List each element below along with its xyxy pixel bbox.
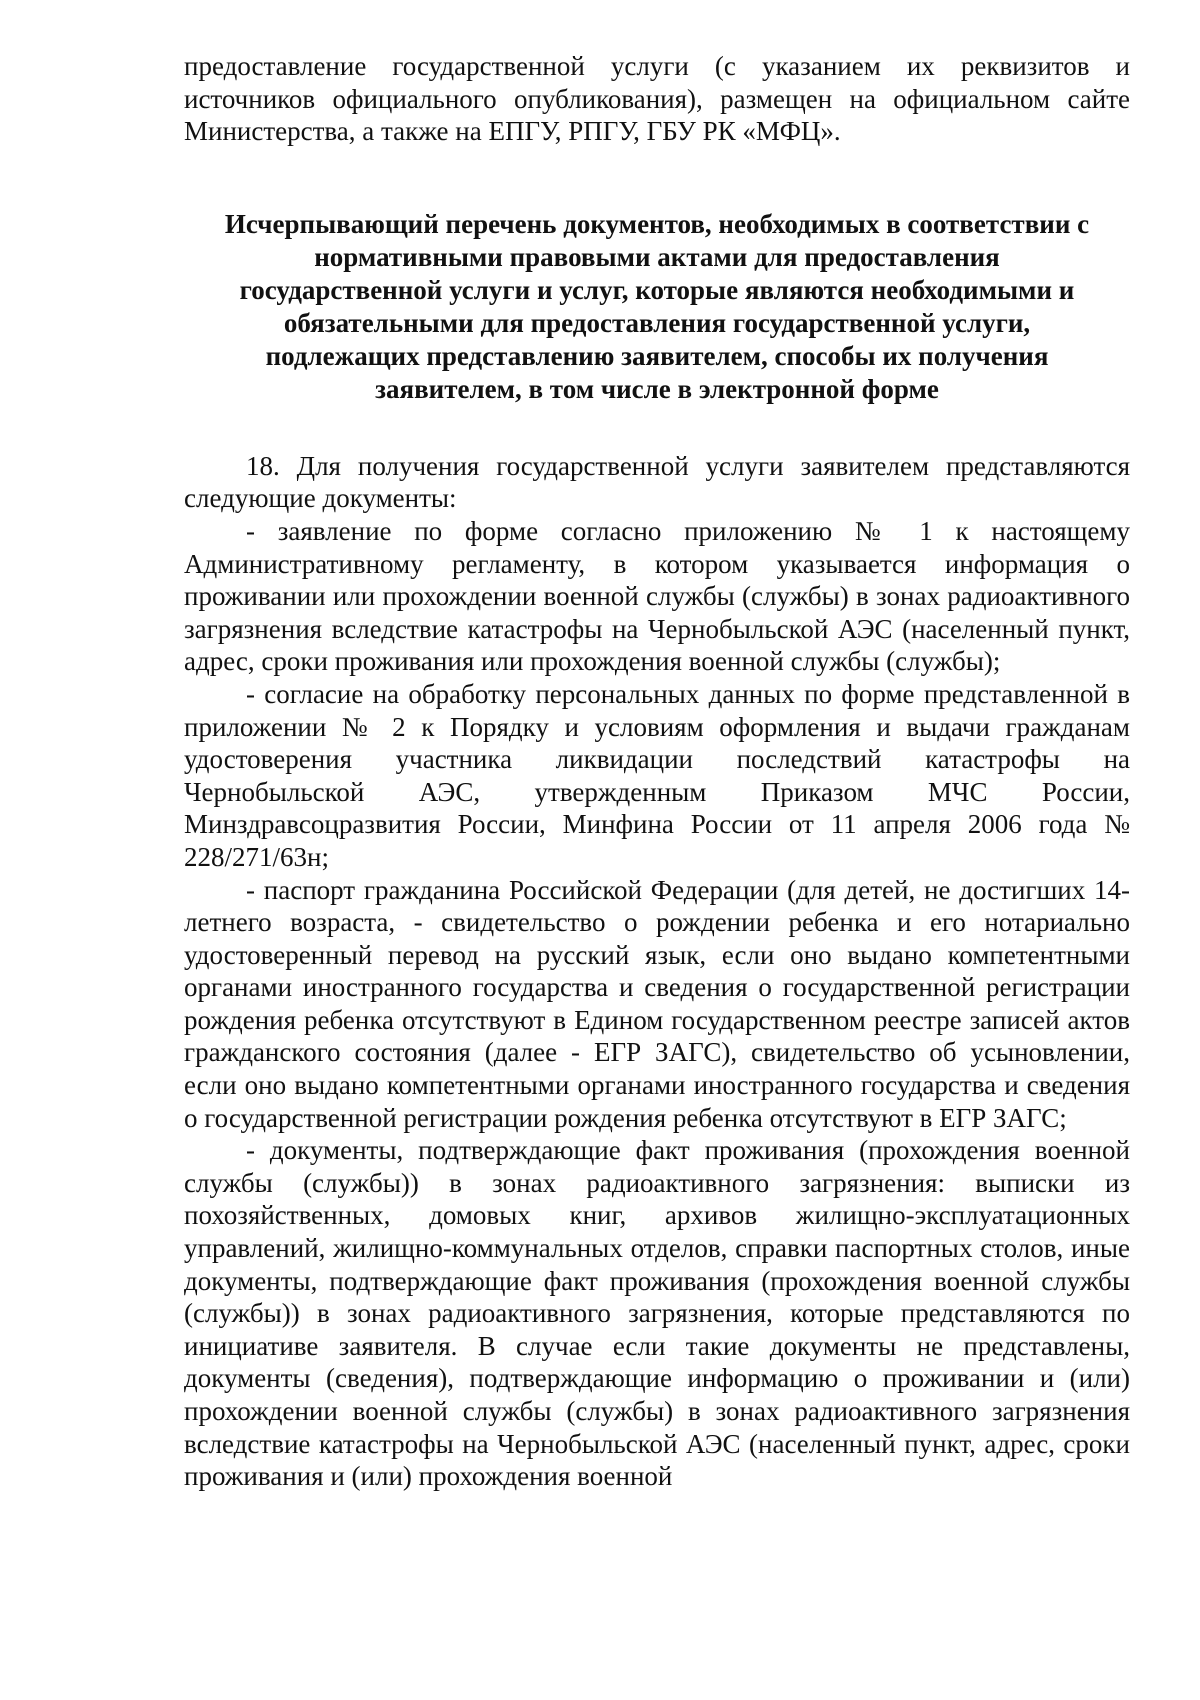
heading-line: обязательными для предоставления государственной услуги, bbox=[283, 307, 1031, 338]
heading-line: подлежащих представлению заявителем, способы их получения bbox=[265, 340, 1049, 371]
heading-line: Исчерпывающий перечень документов, необходимых в соответствии с bbox=[224, 208, 1090, 239]
intro-paragraph: предоставление государственной услуги (с указанием их реквизитов и источников официального опубликования), размещен на официальном сайте Министерства, а также на ЕПГУ, РПГУ, ГБУ РК «МФЦ». bbox=[184, 51, 1130, 147]
paragraph-18: 18. Для получения государственной услуги заявителем представляются следующие документы: bbox=[184, 450, 1130, 514]
heading-line: заявителем, в том числе в электронной форме bbox=[375, 373, 939, 404]
list-item-consent: - согласие на обработку персональных данных по форме представленной в приложении № 2 к Порядку и условиям оформления и выдачи гражданам удостоверения участника ликвидации последствий катастрофы на Чернобыльской АЭС, утвержденным Приказом МЧС России, Минздравсоцразвития России, Минфина России от 11 апреля 2006 года № 228/271/63н; bbox=[184, 678, 1130, 872]
heading-line: государственной услуги и услуг, которые являются необходимыми и bbox=[239, 274, 1075, 305]
list-item-application: - заявление по форме согласно приложению № 1 к настоящему Административному регламенту, в котором указывается информация о проживании или прохождении военной службы (службы) в зонах радиоактивного загрязнения вследствие катастрофы на Чернобыльской АЭС (населенный пункт, адрес, сроки проживания или прохождения военной службы (службы); bbox=[184, 515, 1130, 677]
list-item-residence-documents: - документы, подтверждающие факт проживания (прохождения военной службы (службы)) в зонах радиоактивного загрязнения: выписки из похозяйственных, домовых книг, архивов жилищно-эксплуатационных управлений, жилищно-коммунальных отделов, справки паспортных столов, иные документы, подтверждающие факт проживания (прохождения военной службы (службы)) в зонах радиоактивного загрязнения, которые представляются по инициативе заявителя. В случае если такие документы не представлены, документы (сведения), подтверждающие информацию о проживании и (или) прохождении военной службы (службы) в зонах радиоактивного загрязнения вследствие катастрофы на Чернобыльской АЭС (населенный пункт, адрес, сроки проживания и (или) прохождения военной bbox=[184, 1135, 1130, 1492]
list-item-passport: - паспорт гражданина Российской Федерации (для детей, не достигших 14-летнего возраста, - свидетельство о рождении ребенка и его нотариально удостоверенный перевод на русский язык, если оно выдано компетентными органами иностранного государства и сведения о государственной регистрации рождения ребенка отсутствуют в Едином государственном реестре записей актов гражданского состояния (далее - ЕГР ЗАГС), свидетельство об усыновлении, если оно выдано компетентными органами иностранного государства и сведения о государственной регистрации рождения ребенка отсутствуют в ЕГР ЗАГС; bbox=[184, 874, 1130, 1133]
document-page bbox=[184, 50, 1130, 1493]
section-heading bbox=[184, 208, 1130, 406]
heading-line: нормативными правовыми актами для предоставления bbox=[314, 241, 1000, 272]
